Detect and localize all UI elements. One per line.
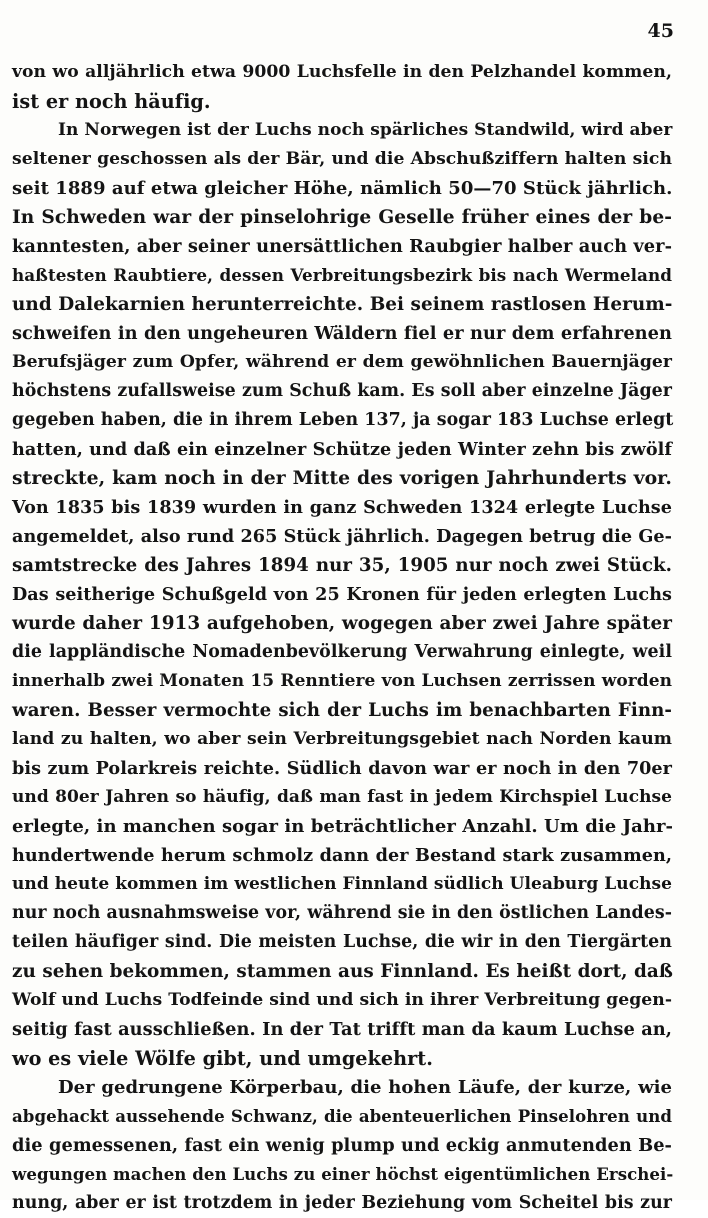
text-line: waren. Besser vermochte sich der Luchs im benachbarten Finn- [12,700,672,721]
text-line: wegungen machen den Luchs zu einer höchst eigentümlichen Erschei- [12,1164,674,1184]
text-line: streckte, kam noch in der Mitte des vorigen Jahrhunderts vor. [12,467,672,489]
text-line: In Schweden war der pinselohrige Geselle früher eines der be- [12,207,672,228]
text-line: wo es viele Wölfe gibt, und umgekehrt. [12,1047,433,1070]
text-line: Berufsjäger zum Opfer, während er dem gewöhnlichen Bauernjäger [12,352,672,372]
text-line: land zu halten, wo aber sein Verbreitungsgebiet nach Norden kaum [12,729,672,749]
text-line: wurde daher 1913 aufgehoben, wogegen aber zwei Jahre später [12,613,672,634]
text-line: höchstens zufallsweise zum Schuß kam. Es soll aber einzelne Jäger [12,381,672,401]
text-line: und heute kommen im westlichen Finnland südlich Uleaburg Luchse [12,874,672,894]
text-line: teilen häufiger sind. Die meisten Luchse, die wir in den Tiergärten [12,932,672,952]
text-line: hundertwende herum schmolz dann der Bestand stark zusammen, [12,845,672,866]
text-line: die gemessenen, fast ein wenig plump und eckig anmutenden Be- [12,1135,672,1156]
text-line: von wo alljährlich etwa 9000 Luchsfelle in den Pelzhandel kommen, [12,62,672,82]
page-number: 45 [647,20,674,42]
text-line: abgehackt aussehende Schwanz, die abenteuerlichen Pinselohren und [12,1106,672,1126]
text-line: seltener geschossen als der Bär, und die Abschußziffern halten sich [12,149,672,169]
body-text [12,58,672,1218]
text-line: ist er noch häufig. [12,90,211,113]
text-line: innerhalb zwei Monaten 15 Renntiere von Luchsen zerrissen worden [12,671,672,691]
text-line: seitig fast ausschließen. In der Tat trifft man da kaum Luchse an, [12,1019,672,1040]
text-line: In Norwegen ist der Luchs noch spärliches Standwild, wird aber [58,120,673,140]
text-line: schweifen in den ungeheuren Wäldern fiel er nur dem erfahrenen [12,323,672,344]
text-line: nung, aber er ist trotzdem in jeder Beziehung vom Scheitel bis zur [12,1193,672,1213]
text-line: Das seitherige Schußgeld von 25 Kronen für jeden erlegten Luchs [12,584,672,605]
text-line: zu sehen bekommen, stammen aus Finnland. Es heißt dort, daß [12,961,673,982]
text-line: die lappländische Nomadenbevölkerung Verwahrung einlegte, weil [12,642,672,662]
text-line: samtstrecke des Jahres 1894 nur 35, 1905 nur noch zwei Stück. [12,555,672,576]
text-line: Der gedrungene Körperbau, die hohen Läufe, der kurze, wie [58,1077,672,1098]
text-line: erlegte, in manchen sogar in beträchtlicher Anzahl. Um die Jahr- [12,816,674,837]
text-line: angemeldet, also rund 265 Stück jährlich. Dagegen betrug die Ge- [12,526,672,547]
text-line: seit 1889 auf etwa gleicher Höhe, nämlich 50—70 Stück jährlich. [12,178,673,199]
text-line: und Dalekarnien herunterreichte. Bei seinem rastlosen Herum- [12,294,673,315]
text-line: Wolf und Luchs Todfeinde sind und sich in ihrer Verbreitung gegen- [12,990,673,1010]
text-line: haßtesten Raubtiere, dessen Verbreitungsbezirk bis nach Wermeland [12,265,672,285]
text-line: nur noch ausnahmsweise vor, während sie in den östlichen Landes- [12,903,672,923]
text-line: kanntesten, aber seiner unersättlichen Raubgier halber auch ver- [12,236,672,257]
text-line: Von 1835 bis 1839 wurden in ganz Schweden 1324 erlegte Luchse [12,497,672,518]
text-line: hatten, und daß ein einzelner Schütze jeden Winter zehn bis zwölf [12,439,672,460]
text-line: bis zum Polarkreis reichte. Südlich davon war er noch in den 70er [12,758,672,779]
text-line: und 80er Jahren so häufig, daß man fast in jedem Kirchspiel Luchse [12,787,672,807]
text-line: gegeben haben, die in ihrem Leben 137, ja sogar 183 Luchse erlegt [12,410,674,430]
